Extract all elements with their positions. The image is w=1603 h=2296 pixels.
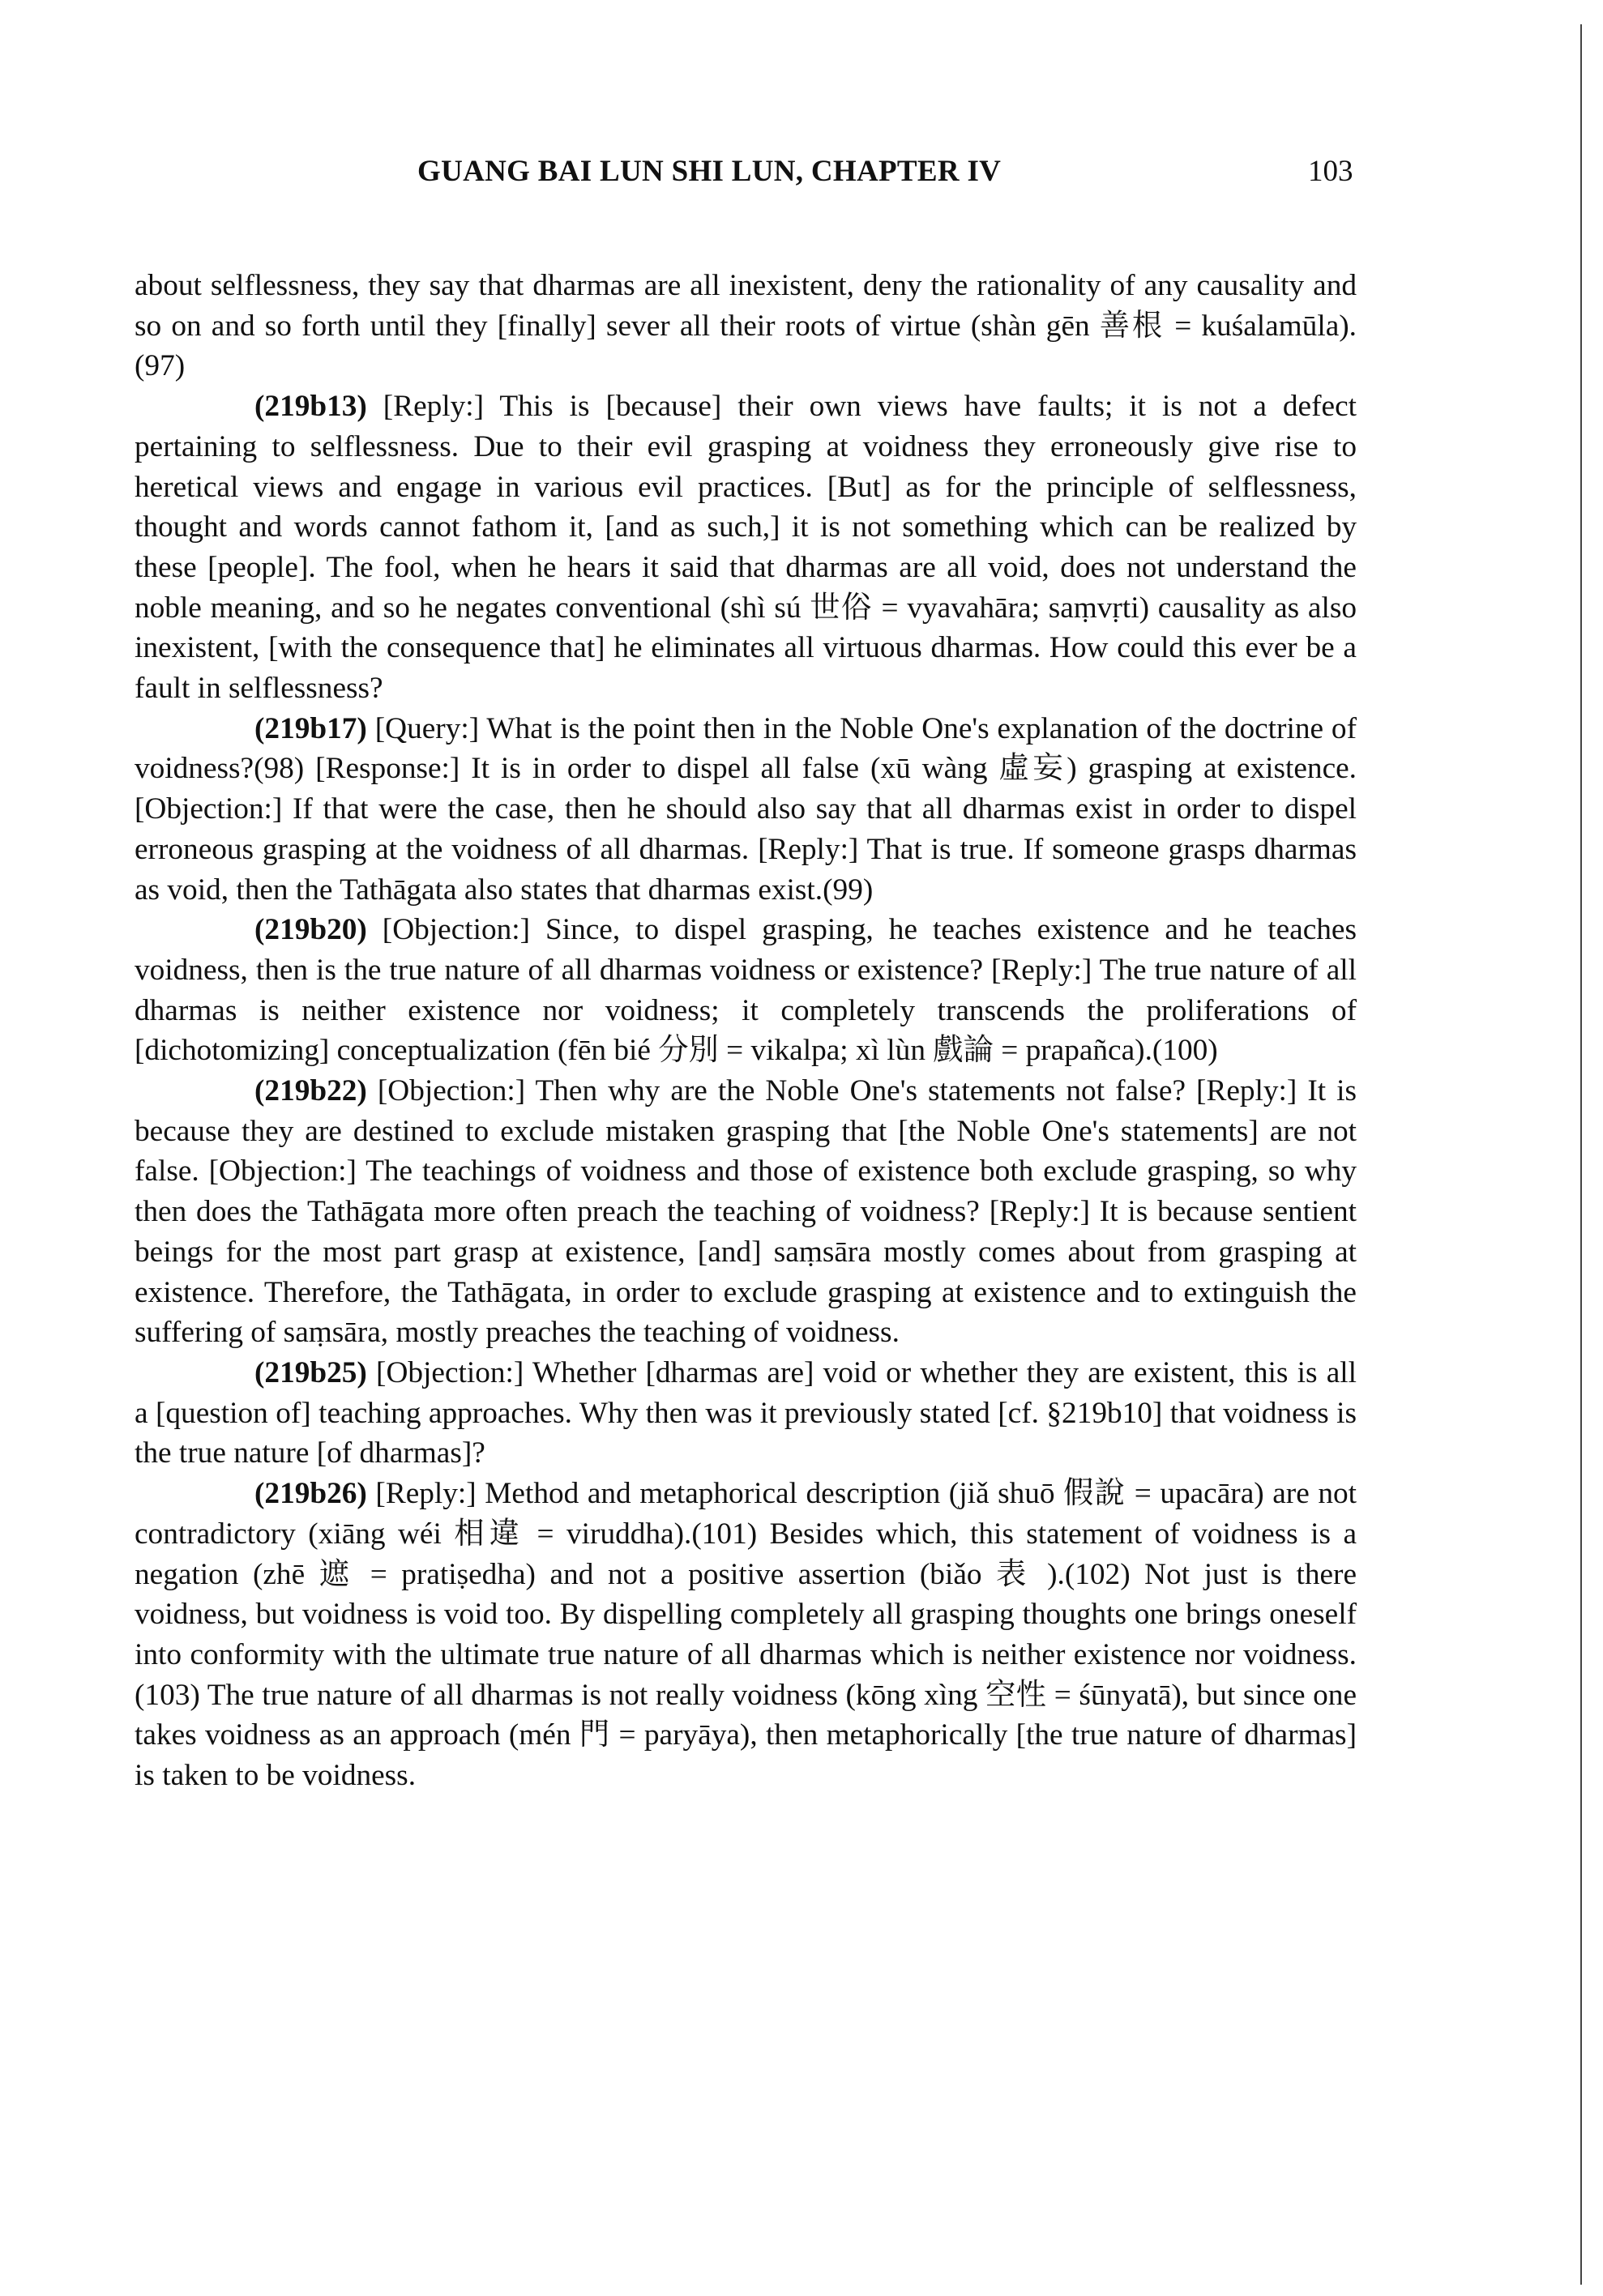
section-reference: (219b13) (254, 390, 367, 424)
page-number: 103 (1308, 155, 1353, 188)
section-reference: (219b26) (254, 1477, 367, 1511)
paragraph-text: [Objection:] Then why are the Noble One's statements not false? [Reply:] It is because they are destined to exclude mistaken grasping that [the Noble One's statements] are not false. [Objection:] The teachings of voidness and those of existence both exclude grasping, so why then does the Tathāgata more often preach the teaching of voidness? [Reply:] It is because sentient beings for the most part grasp at existence, [and] saṃsāra mostly comes about from grasping at existence. Therefore, the Tathāgata, in order to exclude grasping at existence and to extinguish the suffering of saṃsāra, mostly preaches the teaching of voidness. (135, 1074, 1357, 1350)
paragraph-continuation (135, 266, 1357, 386)
paragraph-219b13 (135, 386, 1357, 709)
paragraph-text: [Reply:] Method and metaphorical description (jiǎ shuō 假說 = upacāra) are not contradictory (xiāng wéi 相違 = viruddha).(101) Besides which, this statement of voidness is a negation (zhē 遮 = pratiṣedha) and not a positive assertion (biǎo 表 ).(102) Not just is there voidness, but voidness is void too. By dispelling completely all grasping thoughts one brings oneself into conformity with the ultimate true nature of all dharmas which is neither existence nor voidness.(103) The true nature of all dharmas is not really voidness (kōng xìng 空性 = śūnyatā), but since one takes voidness as an approach (mén 門 = paryāya), then metaphorically [the true nature of dharmas] is taken to be voidness. (135, 1477, 1357, 1793)
running-title: GUANG BAI LUN SHI LUN, CHAPTER IV (417, 155, 1002, 188)
scan-edge-line (1580, 24, 1582, 2285)
page-header (0, 154, 1603, 203)
section-reference: (219b22) (254, 1074, 367, 1108)
section-reference: (219b20) (254, 913, 367, 947)
paragraph-219b20 (135, 910, 1357, 1071)
paragraph-text: [Reply:] This is [because] their own views have faults; it is not a defect pertaining to selflessness. Due to their evil grasping at voidness they erroneously give rise to heretical views and engage in various evil practices. [But] as for the principle of selflessness, thought and words cannot fathom it, [and as such,] it is not something which can be realized by these [people]. The fool, when he hears it said that dharmas are all void, does not understand the noble meaning, and so he negates conventional (shì sú 世俗 = vyavahāra; saṃvṛti) causality as also inexistent, [with the consequence that] he eliminates all virtuous dharmas. How could this ever be a fault in selflessness? (135, 390, 1357, 706)
paragraph-219b26 (135, 1474, 1357, 1796)
paragraph-text: [Objection:] Since, to dispel grasping, he teaches existence and he teaches voidness, then is the true nature of all dharmas voidness or existence? [Reply:] The true nature of all dharmas is neither existence nor voidness; it completely transcends the proliferations of [dichotomizing] conceptualization (fēn bié 分別 = vikalpa; xì lùn 戲論 = prapañca).(100) (135, 913, 1357, 1068)
paragraph-219b17 (135, 709, 1357, 911)
paragraph-219b22 (135, 1071, 1357, 1353)
section-reference: (219b25) (254, 1355, 367, 1389)
paragraph-text: about selflessness, they say that dharmas are all inexistent, deny the rationality of any causality and so on and so forth until they [finally] sever all their roots of virtue (shàn gēn 善根 = kuśalamūla).(97) (135, 269, 1357, 383)
section-reference: (219b17) (254, 711, 367, 745)
paragraph-text: [Objection:] Whether [dharmas are] void or whether they are existent, this is all a [question of] teaching approaches. Why then was it previously stated [cf. §219b10] that voidness is the true nature [of dharmas]? (135, 1355, 1357, 1470)
paragraph-text: [Query:] What is the point then in the Noble One's explanation of the doctrine of voidness?(98) [Response:] It is in order to dispel all false (xū wàng 虛妄) grasping at existence. [Objection:] If that were the case, then he should also say that all dharmas exist in order to dispel erroneous grasping at the voidness of all dharmas. [Reply:] That is true. If someone grasps dharmas as void, then the Tathāgata also states that dharmas exist.(99) (135, 711, 1357, 907)
paragraph-219b25 (135, 1353, 1357, 1474)
body-text (135, 266, 1357, 1796)
